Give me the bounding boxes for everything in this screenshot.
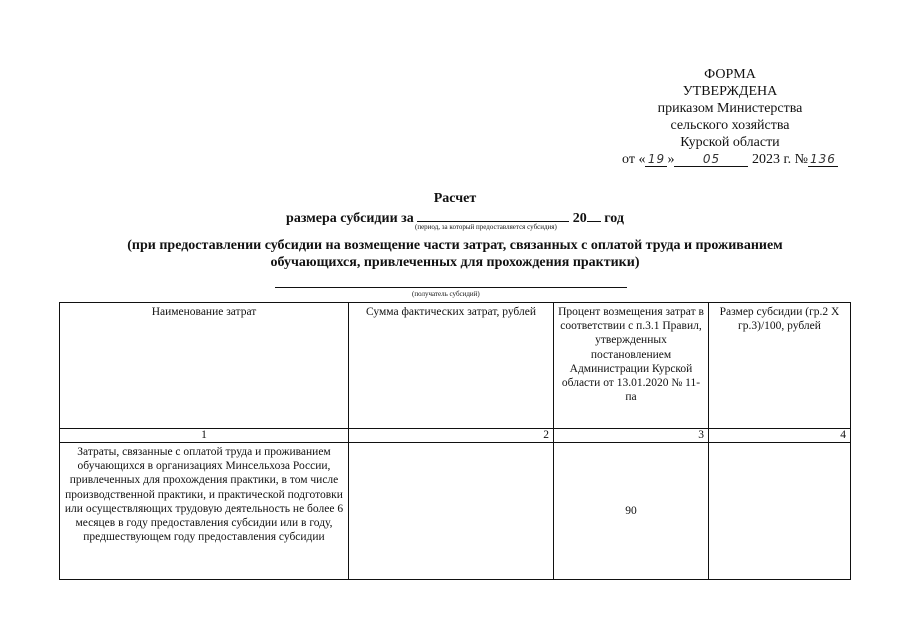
- column-header: Наименование затрат: [60, 303, 349, 429]
- column-header: Сумма фактических затрат, рублей: [349, 303, 554, 429]
- recipient-blank: [275, 287, 627, 288]
- subsidy-table: [59, 302, 851, 580]
- percent-cell: 90: [554, 443, 709, 580]
- region-line: Курской области: [680, 135, 780, 150]
- form-label: ФОРМА: [704, 67, 756, 82]
- column-number: 1: [60, 429, 349, 443]
- column-header: Процент возмещения затрат в соответствии с п.3.1 Правил, утвержденных постановлением Администрации Курской области от 13.01.2020 № 11-па: [554, 303, 709, 429]
- title-heading: Расчет: [433, 191, 477, 206]
- purpose-line-2: обучающихся, привлеченных для прохождения практики): [270, 255, 640, 270]
- doc-number: 136: [808, 152, 838, 167]
- date-mid: »: [667, 152, 675, 167]
- order-line: приказом Министерства: [657, 101, 803, 116]
- column-header: Размер субсидии (гр.2 Х гр.3)/100, рублей: [709, 303, 851, 429]
- subsidy-prefix: размера субсидии за: [286, 211, 414, 226]
- period-caption: (период, за который предоставляется субсидия): [415, 223, 557, 231]
- column-number: 3: [554, 429, 709, 443]
- recipient-caption: (получатель субсидий): [412, 290, 480, 298]
- column-number: 2: [349, 429, 554, 443]
- table-row: [60, 443, 851, 580]
- subsidy-amount-cell: [709, 443, 851, 580]
- ministry-line: сельского хозяйства: [670, 118, 790, 133]
- cost-name-cell: Затраты, связанные с оплатой труда и проживанием обучающихся в организациях Минсельхоза России, привлеченных для прохождения практики, в том числе производственной практики, и практической подготовки или осуществляющих трудовую деятельность не более 6 месяцев в году предоставления субсидии или в году, предшествующем году предоставления субсидии: [60, 443, 349, 580]
- approval-date-line: [600, 151, 860, 168]
- year-blank: [587, 207, 601, 222]
- column-number: 4: [709, 429, 851, 443]
- year-prefix: 20: [572, 211, 587, 226]
- actual-amount-cell: [349, 443, 554, 580]
- date-year: 2023 г. №: [751, 152, 808, 167]
- date-prefix: от «: [622, 152, 646, 167]
- purpose-line-1: (при предоставлении субсидии на возмещение части затрат, связанных с оплатой труда и проживанием: [127, 238, 783, 253]
- period-blank: [417, 207, 569, 222]
- table-header-row: [60, 303, 851, 429]
- approval-stamp: [600, 66, 860, 168]
- date-month: 05: [674, 152, 748, 167]
- column-number-row: [60, 429, 851, 443]
- approved-label: УТВЕРЖДЕНА: [682, 84, 778, 99]
- year-suffix: год: [604, 211, 624, 226]
- date-day: 19: [645, 152, 667, 167]
